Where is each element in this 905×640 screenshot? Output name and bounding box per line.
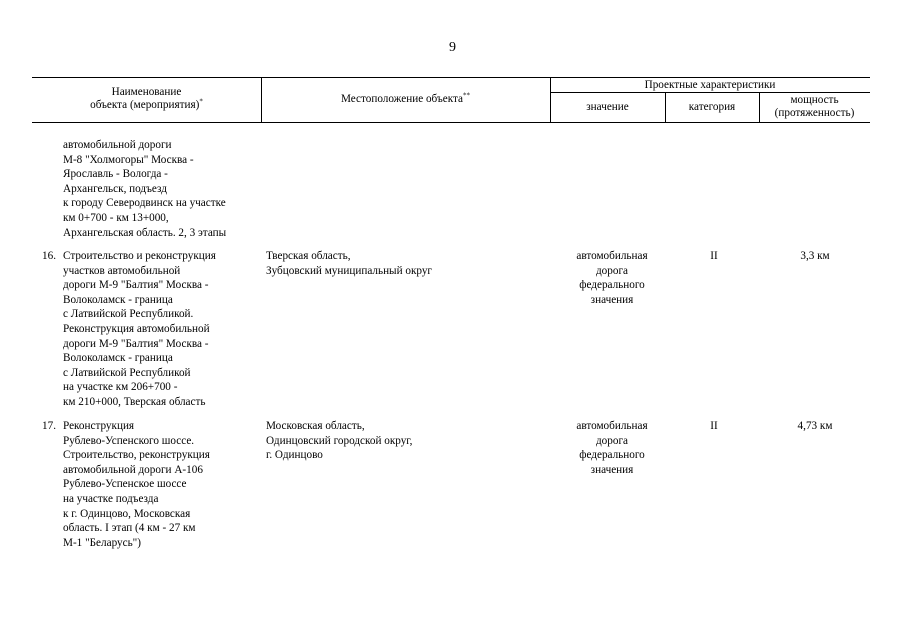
header-name-footnote: *	[199, 97, 203, 106]
header-capacity: мощность (протяженность)	[774, 94, 855, 119]
header-bottom-rule	[32, 122, 870, 123]
group-rule	[550, 92, 870, 93]
object-value: автомобильная дорога федерального значения	[576, 420, 648, 476]
row-number: 16.	[42, 250, 56, 262]
header-top-rule	[32, 77, 870, 78]
header-value: значение	[586, 101, 629, 113]
header-location-label: Местоположение объекта	[341, 93, 463, 105]
object-category: II	[710, 250, 718, 262]
object-location: Московская область, Одинцовский городской округ, г. Одинцово	[266, 420, 413, 462]
row-number: 17.	[42, 420, 56, 432]
object-category: II	[710, 420, 718, 432]
object-value: автомобильная дорога федерального значения	[576, 250, 648, 306]
object-location: Тверская область, Зубцовский муниципальный округ	[266, 250, 433, 277]
header-name-label: Наименование объекта (мероприятия)	[90, 86, 200, 111]
object-name: Реконструкция Рублево-Успенского шоссе. Строительство, реконструкция автомобильной дороги А-106 Рублево-Успенское шоссе на участке подъезда к г. Одинцово, Московская область. I этап (4 км - 27 км М-1 "Беларусь")	[63, 420, 210, 549]
table-header	[32, 77, 870, 123]
header-category: категория	[688, 101, 736, 113]
header-location-footnote: **	[463, 91, 470, 100]
header-design-group: Проектные характеристики	[644, 79, 776, 91]
object-name: автомобильной дороги М-8 "Холмогоры" Москва - Ярославль - Вологда - Архангельск, подъезд к городу Северодвинск на участке км 0+700 - км 13+000, Архангельская область. 2, 3 этапы	[63, 139, 227, 239]
object-capacity: 4,73 км	[797, 420, 833, 432]
object-capacity: 3,3 км	[800, 250, 830, 262]
page-number: 9	[449, 40, 456, 55]
header-name-cell	[32, 86, 261, 112]
header-location-cell	[261, 93, 550, 106]
object-name: Строительство и реконструкция участков автомобильной дороги М-9 "Балтия" Москва - Волоколамск - граница с Латвийской Республикой. Реконструкция автомобильной дороги М-9 "Балтия" Москва - Волоколамск - граница с Латвийской Республикой на участке км 206+700 - км 210+000, Тверская область	[63, 250, 216, 408]
